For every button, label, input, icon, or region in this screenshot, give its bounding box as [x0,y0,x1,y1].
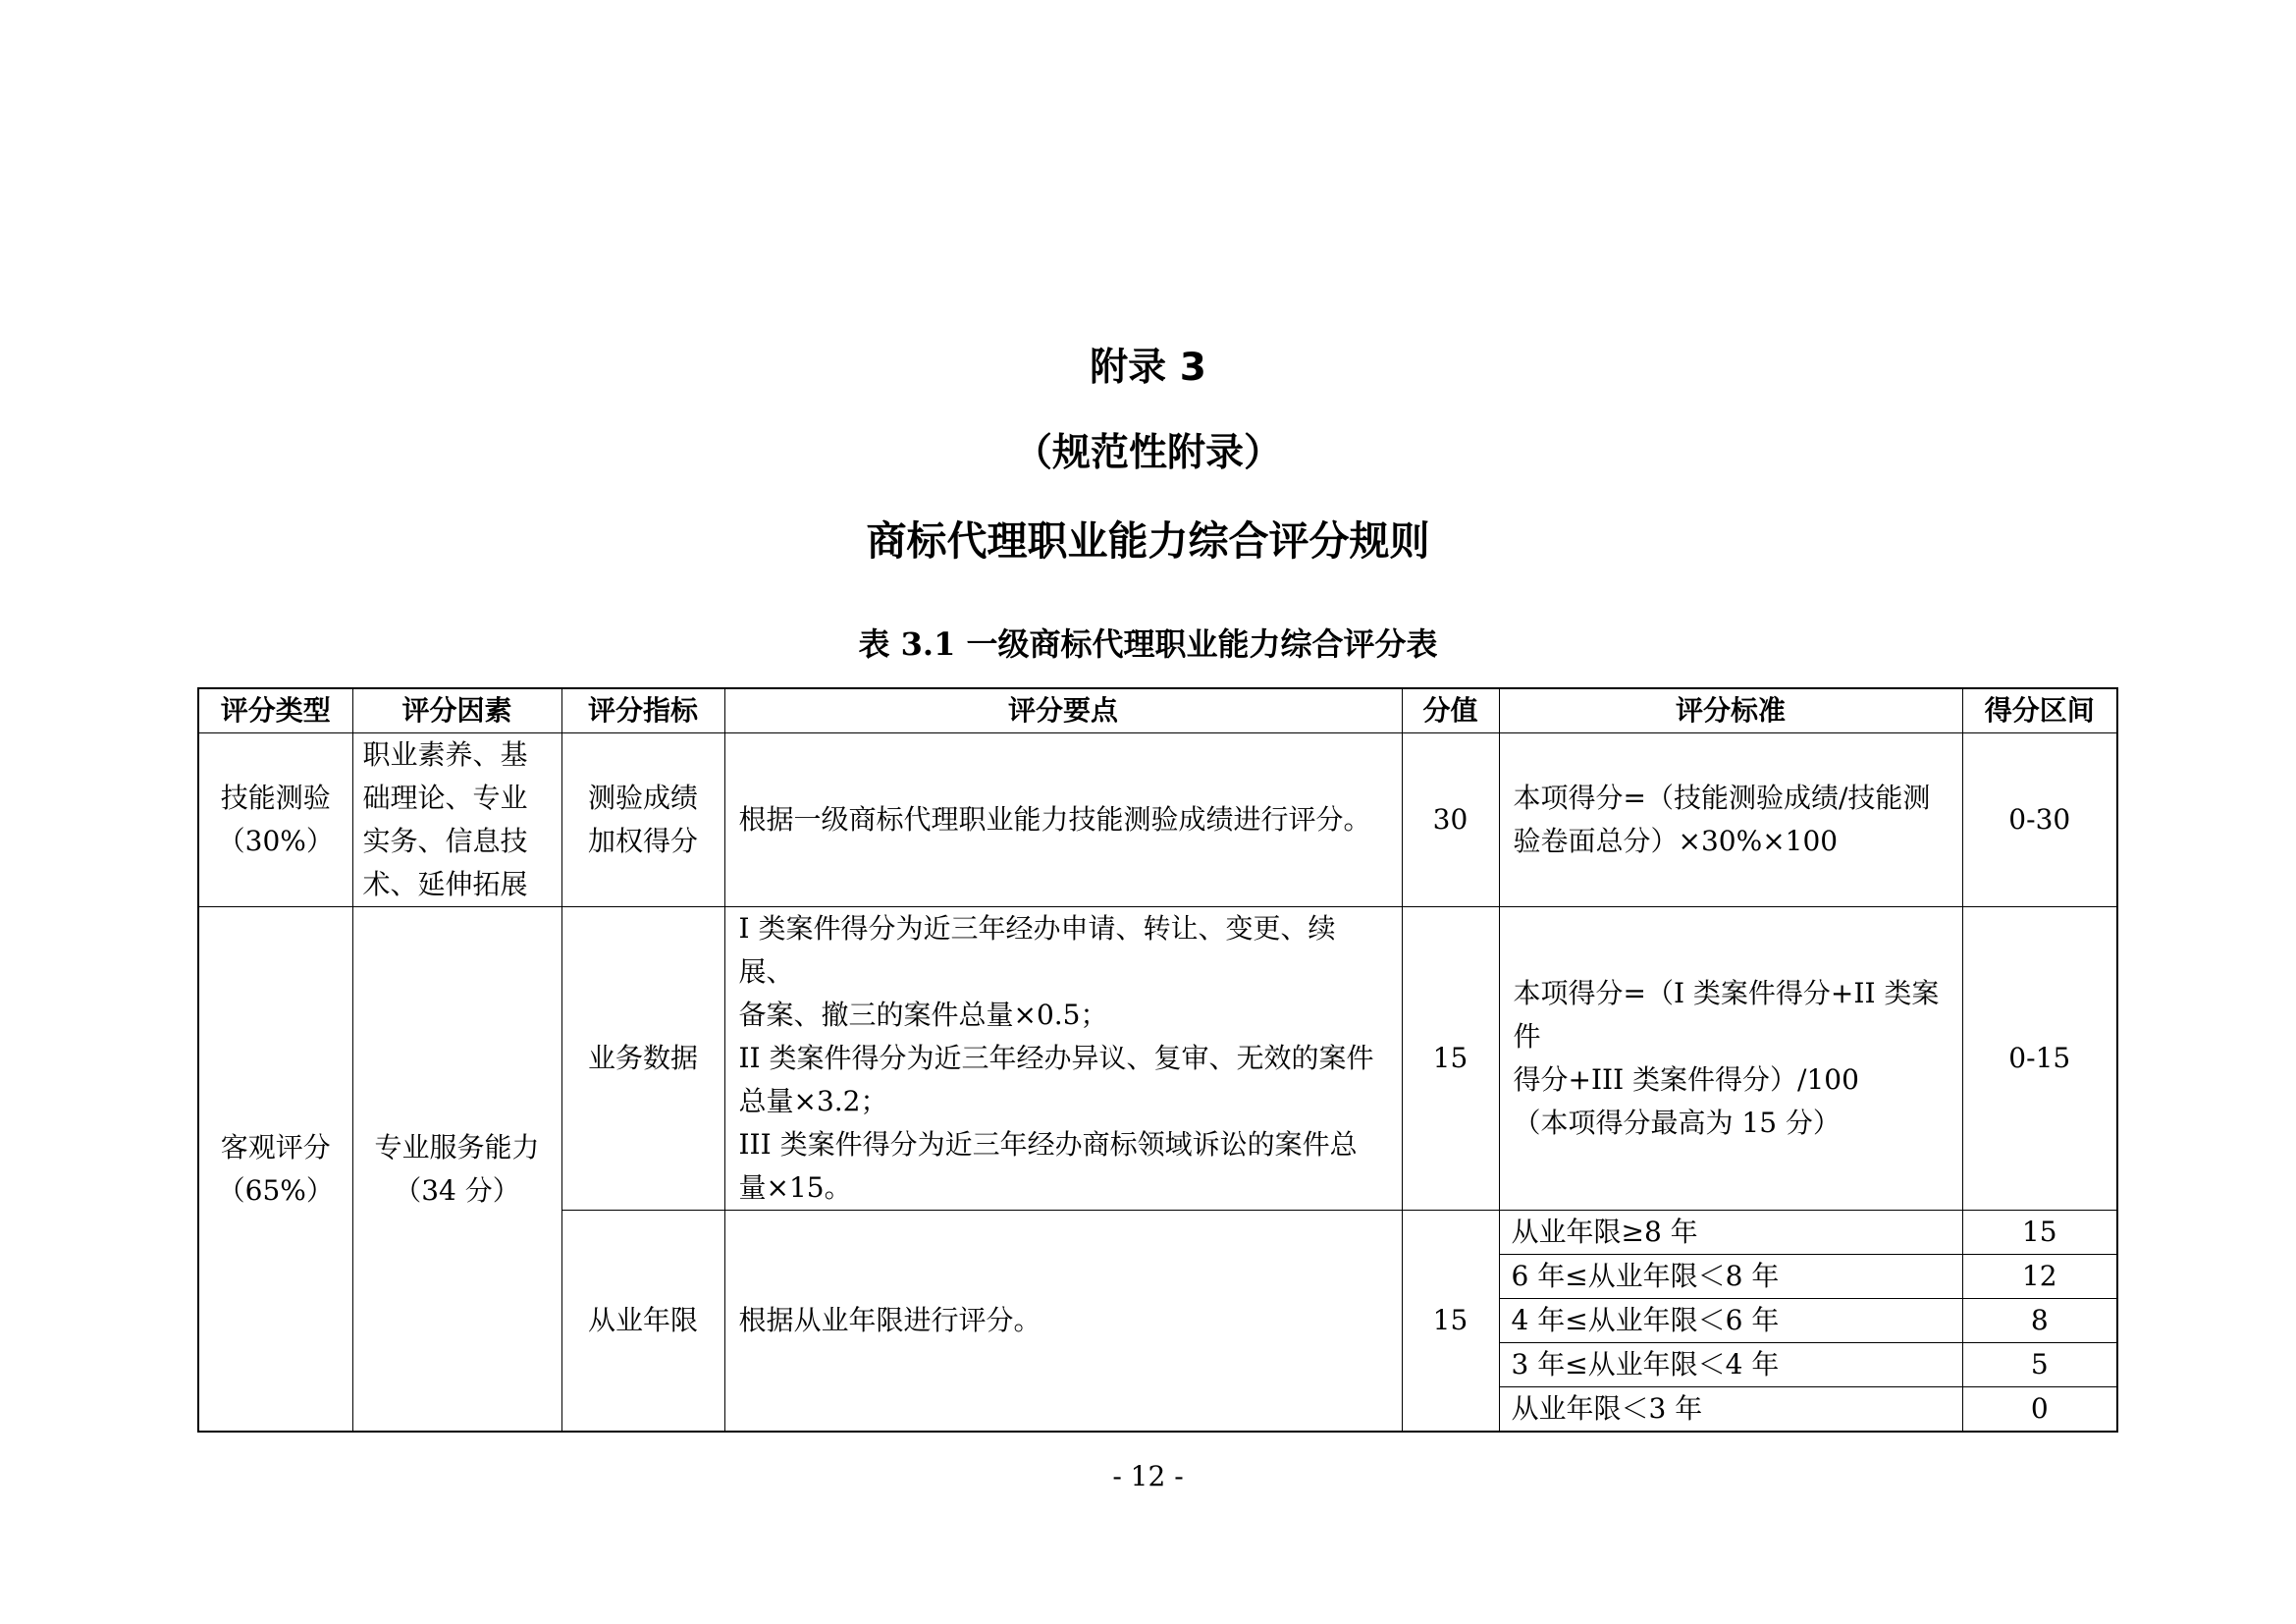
page-number: - 12 - [1112,1460,1184,1492]
appendix-title: 附录 3 [1090,346,1206,390]
cell-years-range: 8 [1962,1299,2117,1343]
cell-years-key-points: 根据从业年限进行评分。 [724,1211,1402,1433]
table-header-row [198,688,2117,733]
header-score: 分值 [1402,688,1499,733]
cell-skill-standard: 本项得分=（技能测验成绩/技能测 验卷面总分）×30%×100 [1499,733,1962,907]
cell-years-indicator: 从业年限 [561,1211,724,1433]
cell-years-standard: 3 年≤从业年限＜4 年 [1499,1343,1962,1387]
cell-objective-type: 客观评分 （65%） [198,907,352,1433]
main-title: 商标代理职业能力综合评分规则 [866,517,1430,565]
cell-years-range: 5 [1962,1343,2117,1387]
header-score-range: 得分区间 [1962,688,2117,733]
table-row-business-data [198,907,2117,1211]
cell-years-standard: 6 年≤从业年限＜8 年 [1499,1255,1962,1299]
cell-business-range: 0-15 [1962,907,2117,1211]
cell-skill-range: 0-30 [1962,733,2117,907]
table-row-skill-test [198,733,2117,907]
cell-years-standard: 从业年限＜3 年 [1499,1387,1962,1433]
header-scoring-factor: 评分因素 [352,688,561,733]
appendix-type: （规范性附录） [1013,431,1282,475]
header-scoring-type: 评分类型 [198,688,352,733]
cell-skill-key-points: 根据一级商标代理职业能力技能测验成绩进行评分。 [724,733,1402,907]
scoring-table [197,687,2118,1433]
header-standard: 评分标准 [1499,688,1962,733]
header-scoring-indicator: 评分指标 [561,688,724,733]
cell-business-key-points: I 类案件得分为近三年经办申请、转让、变更、续展、 备案、撤三的案件总量×0.5； II 类案件得分为近三年经办异议、复审、无效的案件 总量×3.2； III 类案件得分为近三年经办商标领域诉讼的案件总 量×15。 [724,907,1402,1211]
cell-years-score: 15 [1402,1211,1499,1433]
cell-years-standard: 从业年限≥8 年 [1499,1211,1962,1255]
cell-skill-type: 技能测验 （30%） [198,733,352,907]
table-caption: 表 3.1 一级商标代理职业能力综合评分表 [858,625,1438,663]
cell-skill-indicator: 测验成绩 加权得分 [561,733,724,907]
cell-business-standard: 本项得分=（I 类案件得分+II 类案件 得分+III 类案件得分）/100 （本项得分最高为 15 分） [1499,907,1962,1211]
cell-years-range: 15 [1962,1211,2117,1255]
cell-business-score: 15 [1402,907,1499,1211]
cell-skill-score: 30 [1402,733,1499,907]
cell-objective-factor: 专业服务能力 （34 分） [352,907,561,1433]
cell-years-range: 12 [1962,1255,2117,1299]
header-key-points: 评分要点 [724,688,1402,733]
cell-years-range: 0 [1962,1387,2117,1433]
cell-years-standard: 4 年≤从业年限＜6 年 [1499,1299,1962,1343]
cell-skill-factor: 职业素养、基 础理论、专业 实务、信息技 术、延伸拓展 [352,733,561,907]
cell-business-indicator: 业务数据 [561,907,724,1211]
